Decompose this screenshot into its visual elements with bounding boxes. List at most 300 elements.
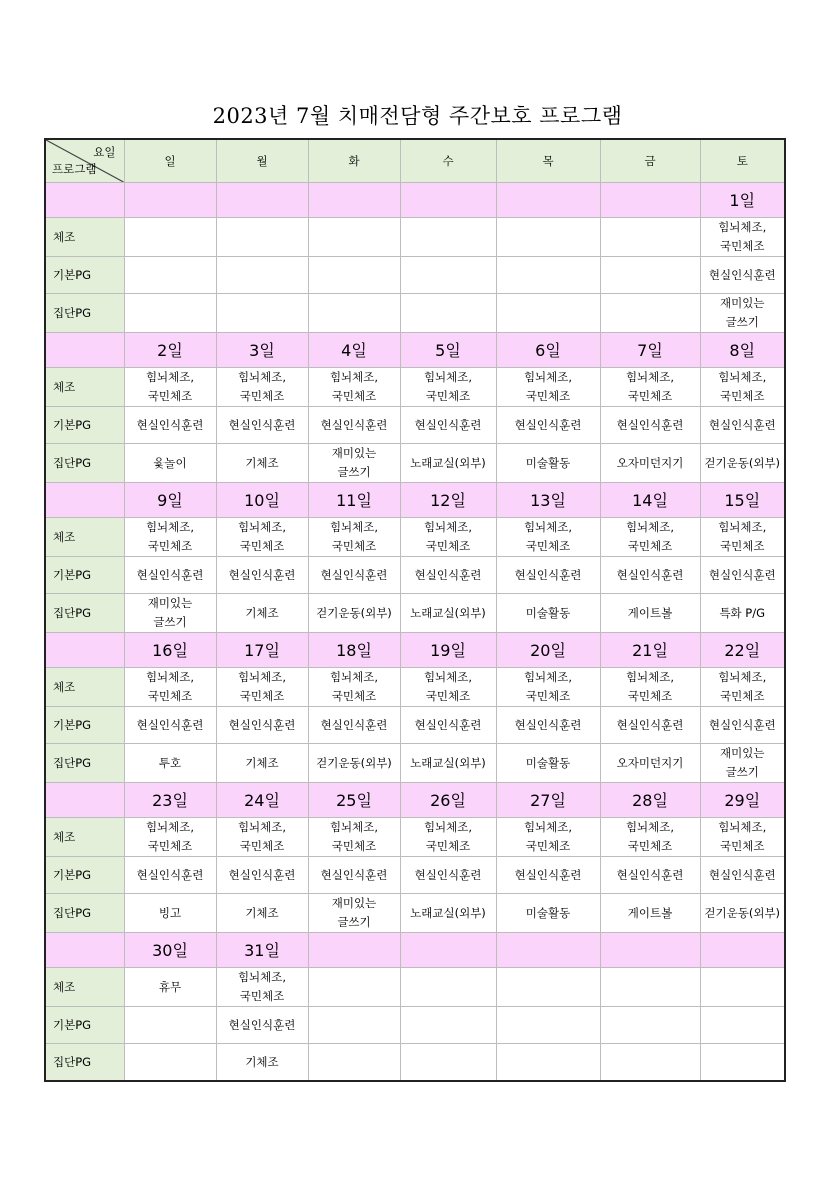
cell-line: 국민체조 — [720, 389, 765, 403]
cell-line: 재미있는 — [331, 896, 377, 910]
exercise-cell — [700, 968, 785, 1007]
group-cell — [600, 294, 700, 333]
header-row — [45, 139, 785, 183]
date-cell — [600, 183, 700, 218]
group-cell — [496, 294, 600, 333]
group-cell — [124, 744, 216, 783]
basic-cell: 현실인식훈련 — [216, 557, 308, 594]
cell-line: 재미있는 — [331, 446, 377, 460]
cell-line: 특화 P/G — [719, 605, 766, 620]
day-header-mon: 월 — [216, 139, 308, 183]
group-row-label: 집단PG — [45, 444, 124, 483]
cell-line: 힘뇌체조, — [718, 220, 767, 234]
cell-line: 게이트볼 — [627, 605, 673, 620]
exercise-cell — [400, 668, 496, 707]
group-row — [45, 594, 785, 633]
basic-cell — [308, 1007, 400, 1044]
group-cell — [700, 594, 785, 633]
corner-program-label: 프로그램 — [52, 162, 97, 176]
cell-line: 걷기운동(외부) — [316, 605, 392, 620]
group-cell — [124, 1044, 216, 1082]
day-header-thu: 목 — [496, 139, 600, 183]
basic-cell — [124, 1007, 216, 1044]
cell-line: 국민체조 — [525, 839, 571, 853]
group-row-label: 집단PG — [45, 1044, 124, 1082]
basic-cell: 현실인식훈련 — [400, 557, 496, 594]
corner-day-label: 요일 — [93, 145, 116, 159]
basic-cell: 현실인식훈련 — [400, 407, 496, 444]
group-cell — [216, 594, 308, 633]
basic-row-label: 기본PG — [45, 1007, 124, 1044]
cell-line: 힘뇌체조, — [329, 370, 379, 384]
date-row-label — [45, 933, 124, 968]
date-row — [45, 633, 785, 668]
cell-line: 힘뇌체조, — [329, 520, 379, 534]
group-cell — [600, 594, 700, 633]
exercise-row — [45, 668, 785, 707]
cell-line: 오자미던지기 — [616, 455, 684, 470]
exercise-cell — [496, 518, 600, 557]
exercise-cell — [216, 668, 308, 707]
cell-line: 힘뇌체조, — [237, 370, 287, 384]
exercise-cell — [308, 668, 400, 707]
day-header-tue: 화 — [308, 139, 400, 183]
date-cell — [308, 183, 400, 218]
exercise-cell — [600, 518, 700, 557]
exercise-row — [45, 218, 785, 257]
basic-row — [45, 407, 785, 444]
group-row-label: 집단PG — [45, 294, 124, 333]
cell-line: 기체조 — [245, 1054, 279, 1069]
date-cell: 5일 — [400, 333, 496, 368]
cell-line: 글쓰기 — [153, 615, 187, 629]
cell-line: 노래교실(외부) — [410, 455, 486, 470]
basic-row-label: 기본PG — [45, 257, 124, 294]
exercise-cell — [400, 518, 496, 557]
group-cell — [700, 744, 785, 783]
exercise-cell — [308, 368, 400, 407]
group-cell — [216, 894, 308, 933]
cell-line: 빙고 — [158, 905, 182, 920]
cell-line: 윷놀이 — [153, 455, 187, 470]
page-title: 2023년 7월 치매전담형 주간보호 프로그램 — [212, 104, 623, 128]
date-cell: 14일 — [600, 483, 700, 518]
group-cell — [124, 594, 216, 633]
basic-cell: 현실인식훈련 — [700, 857, 785, 894]
cell-line: 국민체조 — [331, 839, 377, 853]
group-cell — [308, 1044, 400, 1082]
group-cell — [700, 894, 785, 933]
cell-line: 힘뇌체조, — [237, 970, 287, 984]
group-cell — [216, 444, 308, 483]
group-cell — [308, 744, 400, 783]
exercise-row — [45, 968, 785, 1007]
date-cell — [400, 183, 496, 218]
exercise-cell — [216, 518, 308, 557]
group-cell — [124, 294, 216, 333]
basic-cell: 현실인식훈련 — [400, 857, 496, 894]
group-cell — [600, 1044, 700, 1082]
cell-line: 국민체조 — [239, 539, 285, 553]
date-cell: 19일 — [400, 633, 496, 668]
exercise-cell — [308, 218, 400, 257]
group-cell — [216, 294, 308, 333]
basic-cell: 현실인식훈련 — [700, 557, 785, 594]
cell-line: 글쓰기 — [337, 915, 371, 929]
basic-cell: 현실인식훈련 — [600, 557, 700, 594]
basic-cell — [400, 1007, 496, 1044]
date-cell: 29일 — [700, 783, 785, 818]
cell-line: 국민체조 — [147, 389, 193, 403]
cell-line: 힘뇌체조, — [237, 820, 287, 834]
basic-cell: 현실인식훈련 — [216, 1007, 308, 1044]
group-cell — [124, 894, 216, 933]
date-cell: 6일 — [496, 333, 600, 368]
date-cell: 28일 — [600, 783, 700, 818]
day-header-sat: 토 — [700, 139, 785, 183]
basic-cell: 현실인식훈련 — [124, 857, 216, 894]
cell-line: 국민체조 — [720, 239, 765, 253]
group-row-label: 집단PG — [45, 594, 124, 633]
exercise-row-label: 체조 — [45, 668, 124, 707]
date-cell: 26일 — [400, 783, 496, 818]
date-cell — [700, 933, 785, 968]
date-cell: 7일 — [600, 333, 700, 368]
basic-cell — [600, 257, 700, 294]
group-cell — [400, 894, 496, 933]
basic-cell: 현실인식훈련 — [308, 857, 400, 894]
exercise-cell — [400, 968, 496, 1007]
exercise-cell — [496, 668, 600, 707]
basic-cell: 현실인식훈련 — [400, 707, 496, 744]
date-cell: 1일 — [700, 183, 785, 218]
group-cell — [600, 744, 700, 783]
cell-line: 오자미던지기 — [616, 755, 684, 770]
group-cell — [124, 444, 216, 483]
cell-line: 힘뇌체조, — [718, 370, 767, 384]
date-cell — [308, 933, 400, 968]
cell-line: 힘뇌체조, — [423, 670, 473, 684]
exercise-cell — [308, 968, 400, 1007]
cell-line: 힘뇌체조, — [329, 820, 379, 834]
date-cell: 13일 — [496, 483, 600, 518]
group-cell — [600, 444, 700, 483]
group-row-label: 집단PG — [45, 894, 124, 933]
date-cell — [496, 933, 600, 968]
date-row — [45, 483, 785, 518]
exercise-cell — [124, 968, 216, 1007]
exercise-cell — [216, 218, 308, 257]
cell-line: 걷기운동(외부) — [704, 455, 781, 470]
exercise-cell — [216, 968, 308, 1007]
exercise-cell — [216, 368, 308, 407]
basic-row-label: 기본PG — [45, 407, 124, 444]
basic-cell: 현실인식훈련 — [496, 857, 600, 894]
exercise-row-label: 체조 — [45, 818, 124, 857]
group-cell — [700, 294, 785, 333]
cell-line: 노래교실(외부) — [410, 905, 486, 920]
basic-row — [45, 257, 785, 294]
cell-line: 힘뇌체조, — [145, 670, 195, 684]
cell-line: 국민체조 — [425, 689, 471, 703]
date-row — [45, 933, 785, 968]
cell-line: 미술활동 — [525, 455, 571, 470]
basic-cell — [124, 257, 216, 294]
exercise-cell — [600, 968, 700, 1007]
cell-line: 국민체조 — [627, 389, 673, 403]
date-cell: 9일 — [124, 483, 216, 518]
cell-line: 힘뇌체조, — [625, 820, 675, 834]
date-cell: 22일 — [700, 633, 785, 668]
cell-line: 국민체조 — [525, 389, 571, 403]
cell-line: 국민체조 — [147, 689, 193, 703]
basic-row — [45, 557, 785, 594]
group-cell — [400, 1044, 496, 1082]
group-cell — [216, 1044, 308, 1082]
corner-cell — [45, 139, 124, 183]
basic-cell: 현실인식훈련 — [216, 707, 308, 744]
date-cell — [216, 183, 308, 218]
date-cell: 18일 — [308, 633, 400, 668]
exercise-cell — [700, 218, 785, 257]
exercise-row-label: 체조 — [45, 368, 124, 407]
date-cell: 2일 — [124, 333, 216, 368]
group-cell — [216, 744, 308, 783]
basic-cell — [600, 1007, 700, 1044]
cell-line: 힘뇌체조, — [523, 820, 573, 834]
cell-line: 재미있는 — [720, 746, 765, 760]
exercise-cell — [496, 968, 600, 1007]
basic-cell: 현실인식훈련 — [600, 707, 700, 744]
day-header-sun: 일 — [124, 139, 216, 183]
basic-cell: 현실인식훈련 — [124, 707, 216, 744]
exercise-cell — [400, 818, 496, 857]
cell-line: 휴무 — [158, 979, 182, 994]
cell-line: 노래교실(외부) — [410, 755, 486, 770]
exercise-cell — [400, 218, 496, 257]
cell-line: 국민체조 — [331, 689, 377, 703]
basic-cell — [400, 257, 496, 294]
exercise-cell — [600, 668, 700, 707]
cell-line: 힘뇌체조, — [718, 670, 767, 684]
cell-line: 국민체조 — [627, 839, 673, 853]
cell-line: 글쓰기 — [725, 765, 759, 779]
exercise-cell — [308, 818, 400, 857]
cell-line: 글쓰기 — [337, 465, 371, 479]
cell-line: 국민체조 — [239, 389, 285, 403]
basic-cell — [700, 1007, 785, 1044]
cell-line: 국민체조 — [425, 539, 471, 553]
cell-line: 재미있는 — [147, 596, 193, 610]
basic-cell: 현실인식훈련 — [496, 557, 600, 594]
exercise-cell — [496, 818, 600, 857]
date-row — [45, 333, 785, 368]
exercise-cell — [216, 818, 308, 857]
cell-line: 국민체조 — [720, 689, 765, 703]
cell-line: 힘뇌체조, — [423, 520, 473, 534]
cell-line: 힘뇌체조, — [145, 520, 195, 534]
basic-cell: 현실인식훈련 — [700, 257, 785, 294]
cell-line: 국민체조 — [239, 839, 285, 853]
cell-line: 걷기운동(외부) — [704, 905, 781, 920]
date-cell — [600, 933, 700, 968]
cell-line: 국민체조 — [525, 539, 571, 553]
basic-cell: 현실인식훈련 — [496, 407, 600, 444]
exercise-cell — [700, 668, 785, 707]
group-cell — [700, 444, 785, 483]
date-cell: 15일 — [700, 483, 785, 518]
exercise-cell — [600, 368, 700, 407]
date-cell: 27일 — [496, 783, 600, 818]
exercise-cell — [308, 518, 400, 557]
cell-line: 국민체조 — [525, 689, 571, 703]
day-header-wed: 수 — [400, 139, 496, 183]
exercise-cell — [600, 218, 700, 257]
basic-cell: 현실인식훈련 — [308, 407, 400, 444]
cell-line: 힘뇌체조, — [145, 370, 195, 384]
cell-line: 게이트볼 — [627, 905, 673, 920]
group-row — [45, 744, 785, 783]
date-cell: 25일 — [308, 783, 400, 818]
exercise-cell — [124, 218, 216, 257]
basic-cell: 현실인식훈련 — [308, 707, 400, 744]
basic-cell: 현실인식훈련 — [216, 407, 308, 444]
cell-line: 힘뇌체조, — [237, 520, 287, 534]
basic-cell: 현실인식훈련 — [600, 857, 700, 894]
date-row — [45, 783, 785, 818]
exercise-cell — [700, 518, 785, 557]
cell-line: 기체조 — [245, 755, 279, 770]
cell-line: 국민체조 — [425, 389, 471, 403]
group-row — [45, 294, 785, 333]
cell-line: 국민체조 — [720, 839, 765, 853]
day-header-fri: 금 — [600, 139, 700, 183]
group-row — [45, 1044, 785, 1082]
basic-cell: 현실인식훈련 — [700, 707, 785, 744]
cell-line: 국민체조 — [425, 839, 471, 853]
exercise-cell — [496, 368, 600, 407]
date-row-label — [45, 783, 124, 818]
cell-line: 국민체조 — [331, 539, 377, 553]
exercise-cell — [700, 818, 785, 857]
date-row-label — [45, 633, 124, 668]
basic-row-label: 기본PG — [45, 857, 124, 894]
schedule-table — [44, 138, 786, 1082]
basic-cell: 현실인식훈련 — [124, 407, 216, 444]
group-cell — [400, 594, 496, 633]
date-cell: 10일 — [216, 483, 308, 518]
date-cell: 4일 — [308, 333, 400, 368]
group-cell — [496, 894, 600, 933]
cell-line: 힘뇌체조, — [625, 370, 675, 384]
cell-line: 힘뇌체조, — [329, 670, 379, 684]
group-cell — [496, 744, 600, 783]
cell-line: 국민체조 — [627, 539, 673, 553]
cell-line: 글쓰기 — [725, 315, 759, 329]
date-cell — [496, 183, 600, 218]
group-cell — [308, 894, 400, 933]
cell-line: 기체조 — [245, 455, 279, 470]
date-cell: 8일 — [700, 333, 785, 368]
exercise-cell — [124, 668, 216, 707]
group-cell — [308, 294, 400, 333]
group-row — [45, 444, 785, 483]
exercise-cell — [400, 368, 496, 407]
cell-line: 힘뇌체조, — [718, 520, 767, 534]
group-row-label: 집단PG — [45, 744, 124, 783]
cell-line: 노래교실(외부) — [410, 605, 486, 620]
cell-line: 미술활동 — [525, 905, 571, 920]
cell-line: 미술활동 — [525, 605, 571, 620]
cell-line: 힘뇌체조, — [237, 670, 287, 684]
basic-cell: 현실인식훈련 — [700, 407, 785, 444]
group-cell — [600, 894, 700, 933]
basic-cell: 현실인식훈련 — [600, 407, 700, 444]
basic-cell — [308, 257, 400, 294]
group-cell — [700, 1044, 785, 1082]
group-cell — [308, 594, 400, 633]
cell-line: 걷기운동(외부) — [316, 755, 392, 770]
cell-line: 미술활동 — [525, 755, 571, 770]
date-cell — [400, 933, 496, 968]
date-cell: 20일 — [496, 633, 600, 668]
date-row-label — [45, 333, 124, 368]
cell-line: 기체조 — [245, 905, 279, 920]
cell-line: 국민체조 — [239, 689, 285, 703]
basic-cell: 현실인식훈련 — [124, 557, 216, 594]
basic-cell — [496, 257, 600, 294]
cell-line: 국민체조 — [331, 389, 377, 403]
date-cell — [124, 183, 216, 218]
date-cell: 11일 — [308, 483, 400, 518]
date-cell: 23일 — [124, 783, 216, 818]
exercise-cell — [124, 368, 216, 407]
cell-line: 힘뇌체조, — [523, 370, 573, 384]
group-cell — [308, 444, 400, 483]
cell-line: 힘뇌체조, — [625, 520, 675, 534]
cell-line: 힘뇌체조, — [718, 820, 767, 834]
cell-line: 투호 — [158, 755, 182, 770]
date-row-label — [45, 483, 124, 518]
cell-line: 국민체조 — [627, 689, 673, 703]
exercise-row — [45, 818, 785, 857]
group-cell — [496, 1044, 600, 1082]
basic-row-label: 기본PG — [45, 557, 124, 594]
cell-line: 힘뇌체조, — [145, 820, 195, 834]
cell-line: 재미있는 — [720, 296, 765, 310]
exercise-row-label: 체조 — [45, 968, 124, 1007]
cell-line: 국민체조 — [147, 539, 193, 553]
cell-line: 힘뇌체조, — [523, 520, 573, 534]
exercise-cell — [600, 818, 700, 857]
date-row-label — [45, 183, 124, 218]
exercise-row-label: 체조 — [45, 518, 124, 557]
date-row — [45, 183, 785, 218]
exercise-row — [45, 518, 785, 557]
cell-line: 힘뇌체조, — [625, 670, 675, 684]
exercise-cell — [496, 218, 600, 257]
date-cell: 30일 — [124, 933, 216, 968]
date-cell: 3일 — [216, 333, 308, 368]
date-cell: 31일 — [216, 933, 308, 968]
date-cell: 16일 — [124, 633, 216, 668]
group-cell — [400, 744, 496, 783]
basic-cell: 현실인식훈련 — [308, 557, 400, 594]
date-cell: 24일 — [216, 783, 308, 818]
group-cell — [400, 444, 496, 483]
cell-line: 국민체조 — [720, 539, 765, 553]
cell-line: 기체조 — [245, 605, 279, 620]
